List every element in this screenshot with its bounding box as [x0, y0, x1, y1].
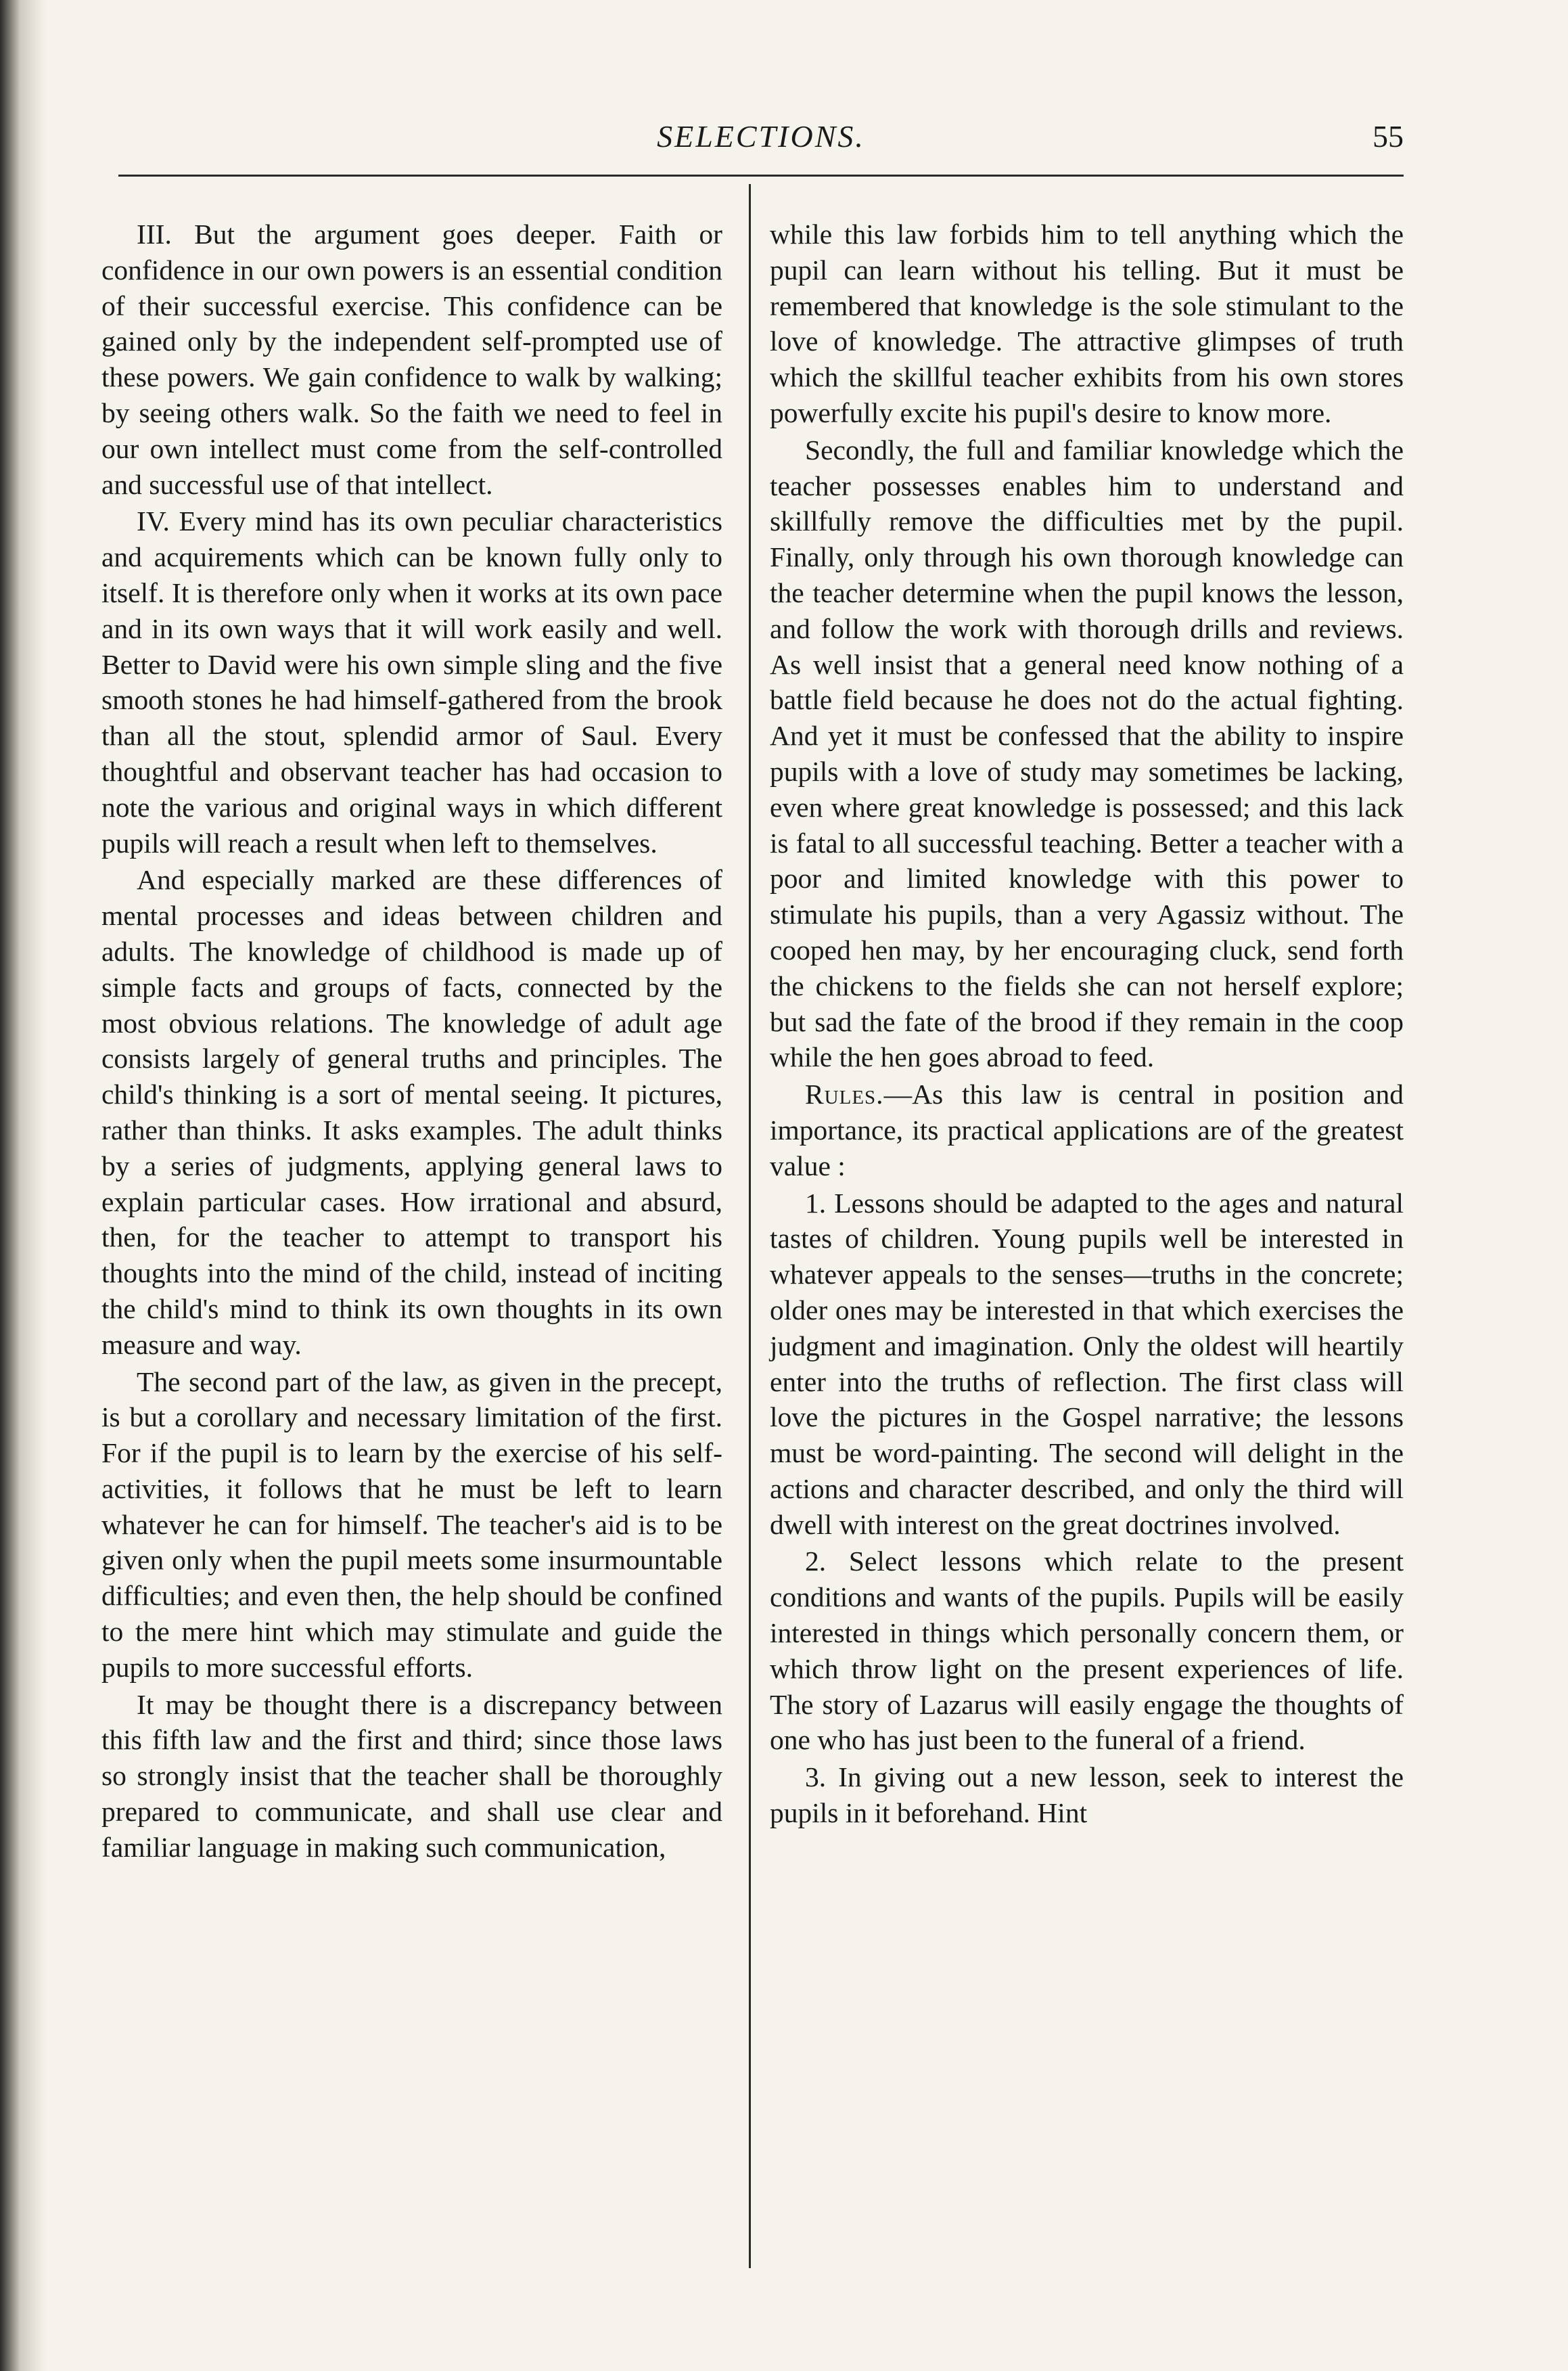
paragraph-iii: III. But the argument goes deeper. Faith or confidence in our own powers is an essential condition of their successful exercise. This confidence can be gained only by the independent self-prompted use of these powers. We gain confidence to walk by walking; by seeing others walk. So the faith we need to feel in our own intellect must come from the self-controlled and successful use of that intellect.: [101, 219, 722, 500]
paragraph-secondly: Secondly, the full and familiar knowledge which the teacher possesses enables him to understand and skillfully remove the difficulties met by the pupil. Finally, only through his own thorough knowledge can the teacher determine when the pupil knows the lesson, and follow the work with thorough drills and reviews. As well insist that a general need know nothing of a battle field because he does not do the actual fighting. And yet it must be confessed that the ability to inspire pupils with a love of study may sometimes be lacking, even where great knowledge is possessed; and this lack is fatal to all successful teaching. Better a teacher with a poor and limited knowledge with this power to stimulate his pupils, than a very Agassiz without. The cooped hen may, by her encouraging cluck, send forth the chickens to the fields she can not herself explore; but sad the fate of the brood if they remain in the coop while the hen goes abroad to feed.: [770, 434, 1404, 1073]
left-column: [101, 217, 722, 1867]
paragraph-continuation: while this law forbids him to tell anything which the pupil can learn without his telling. But it must be remembered that knowledge is the sole stimulant to the love of knowledge. The attractive glimpses of truth which the skillful teacher exhibits from his own stores powerfully excite his pupil's desire to know more.: [770, 219, 1404, 428]
rule-3: 3. In giving out a new lesson, seek to interest the pupils in it beforehand. Hint: [770, 1761, 1404, 1829]
right-column: [770, 217, 1404, 1832]
page-binding-edge: [0, 0, 47, 2371]
paragraph-discrepancy: It may be thought there is a discrepancy between this fifth law and the first and third; since those laws so strongly insist that the teacher shall be thoroughly prepared to communicate, and shall use clear and familiar language in making such communication,: [101, 1688, 722, 1863]
paragraph-rules: [770, 1077, 1404, 1183]
rules-intro: —As this law is central in position and importance, its practical applications are of the greatest value :: [770, 1079, 1404, 1181]
header-rule: [118, 175, 1404, 177]
rule-1: 1. Lessons should be adapted to the ages and natural tastes of children. Young pupils well be interested in whatever appeals to the senses—truths in the concrete; older ones may be interested in that which exercises the judgment and imagination. Only the oldest will heartily enter into the truths of reflection. The first class will love the pictures in the Gospel narrative; the lessons must be word-painting. The second will delight in the actions and character described, and only the third will dwell with interest on the great doctrines involved.: [770, 1187, 1404, 1540]
paragraph-second-part: The second part of the law, as given in the precept, is but a corollary and necessary limitation of the first. For if the pupil is to learn by the exercise of his self-activities, it follows that he must be left to learn whatever he can for himself. The teacher's aid is to be given only when the pupil meets some insurmountable difficulties; and even then, the help should be confined to the mere hint which may stimulate and guide the pupils to more successful efforts.: [101, 1365, 722, 1683]
page-number: 55: [1373, 119, 1404, 154]
rule-2: 2. Select lessons which relate to the present conditions and wants of the pupils. Pupils will be easily interested in things which personally concern them, or which throw light on the present experiences of life. The story of Lazarus will easily engage the thoughts of one who has just been to the funeral of a friend.: [770, 1545, 1404, 1756]
paragraph-iv: IV. Every mind has its own peculiar characteristics and acquirements which can be known fully only to itself. It is therefore only when it works at its own pace and in its own ways that it will work easily and well. Better to David were his own simple sling and the five smooth stones he had himself-gathered from the brook than all the stout, splendid armor of Saul. Every thoughtful and observant teacher has had occasion to note the various and original ways in which different pupils will reach a result when left to themselves.: [101, 505, 722, 859]
running-title: SELECTIONS.: [657, 119, 865, 154]
page-header: [118, 118, 1404, 159]
rules-label: Rules.: [805, 1079, 884, 1110]
paragraph-differences: And especially marked are these differences of mental processes and ideas between children and adults. The knowledge of childhood is made up of simple facts and groups of facts, connected by the most obvious relations. The knowledge of adult age consists largely of general truths and principles. The child's thinking is a sort of mental seeing. It pictures, rather than thinks. It asks examples. The adult thinks by a series of judgments, applying general laws to explain particular cases. How irrational and absurd, then, for the teacher to attempt to transport his thoughts into the mind of the child, instead of inciting the child's mind to think its own thoughts in its own measure and way.: [101, 864, 722, 1360]
column-divider: [749, 184, 751, 2268]
